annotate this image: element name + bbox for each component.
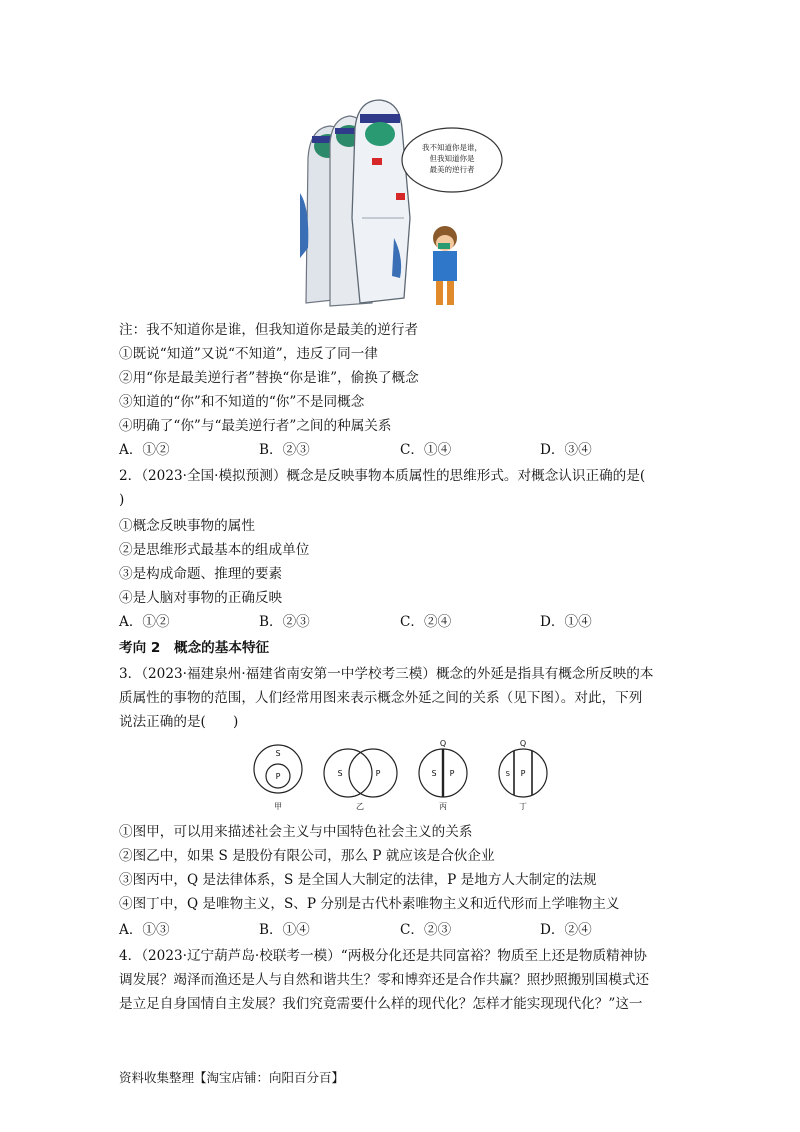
q3-option-d[interactable]: D．②④	[540, 922, 592, 938]
bubble-line-3: 最美的逆行者	[429, 165, 475, 174]
q1-item-2: ②用“你是最美逆行者”替换“你是谁”，偷换了概念	[119, 370, 419, 386]
diagram-bing-q-label: Q	[439, 739, 447, 748]
bubble-line-2: 但我知道你是	[429, 154, 475, 163]
diagram-bing-p-label: P	[449, 769, 455, 778]
q3-stem-line-2: 质属性的事物的范围，人们经常用图来表示概念外延之间的关系（见下图）。对此，下列	[119, 690, 643, 706]
diagram-yi	[324, 749, 397, 811]
q2-option-b[interactable]: B．②③	[259, 614, 310, 630]
diagram-ding-s-label: S	[505, 770, 510, 778]
q3-stem-line-1: 3．（2023·福建泉州·福建省南安第一中学校考三模）概念的外延是指具有概念所反映的本	[119, 666, 654, 682]
q1-option-a[interactable]: A．①②	[119, 442, 170, 458]
q4-stem-line-3: 是立足自身国情自主发展？我们究竟需要什么样的现代化？怎样才能实现现代化？”这一	[119, 996, 643, 1012]
q2-option-d[interactable]: D．①④	[540, 614, 592, 630]
diagram-ding-p-label: P	[520, 769, 526, 778]
concept-extension-diagrams	[248, 737, 558, 817]
q3-stem-line-3: 说法正确的是( )	[119, 714, 239, 730]
diagram-bing-label: 丙	[439, 802, 447, 811]
q4-stem-line-1: 4．（2023·辽宁葫芦岛·校联考一模）“两极分化还是共同富裕？物质至上还是物质精神协	[119, 948, 647, 964]
diagram-ding-label: 丁	[519, 802, 527, 811]
q2-item-2: ②是思维形式最基本的组成单位	[119, 542, 310, 558]
section-heading: 考向 2 概念的基本特征	[119, 640, 270, 656]
cartoon-illustration	[300, 98, 515, 310]
q1-option-d[interactable]: D．③④	[540, 442, 592, 458]
diagram-jia-p-label: P	[275, 772, 281, 781]
q4-stem-line-2: 调发展？竭泽而渔还是人与自然和谐共生？零和博弈还是合作共赢？照抄照搬别国模式还	[119, 972, 650, 988]
diagram-jia-label: 甲	[274, 802, 282, 811]
cartoon-note: 注：我不知道你是谁，但我知道你是最美的逆行者	[119, 322, 419, 338]
bubble-line-1: 我不知道你是谁，	[422, 143, 482, 152]
footer-source: 资料收集整理【淘宝店铺：向阳百分百】	[119, 1070, 345, 1085]
diagram-jia	[254, 745, 302, 811]
q2-item-1: ①概念反映事物的属性	[119, 518, 255, 534]
diagram-ding	[499, 739, 547, 811]
diagram-yi-s-label: S	[337, 769, 343, 778]
q1-option-b[interactable]: B．②③	[259, 442, 310, 458]
q2-item-4: ④是人脑对事物的正确反映	[119, 590, 283, 606]
q2-option-c[interactable]: C．②④	[400, 614, 452, 630]
q3-item-4: ④图丁中，Q 是唯物主义，S、P 分别是古代朴素唯物主义和近代形而上学唯物主义	[119, 896, 620, 912]
q2-item-3: ③是构成命题、推理的要素	[119, 566, 283, 582]
q2-stem-line-2: )	[119, 492, 125, 508]
q1-item-1: ①既说“知道”又说“不知道”，违反了同一律	[119, 346, 378, 362]
medic-figure-front	[352, 100, 410, 303]
q2-stem-line-1: 2．（2023·全国·模拟预测）概念是反映事物本质属性的思维形式。对概念认识正确的是(	[119, 468, 646, 484]
q3-option-a[interactable]: A．①③	[119, 922, 170, 938]
q3-item-2: ②图乙中，如果 S 是股份有限公司，那么 P 就应该是合伙企业	[119, 848, 495, 864]
diagram-bing-s-label: S	[431, 769, 437, 778]
diagram-ding-q-label: Q	[519, 739, 527, 748]
q1-item-4: ④明确了“你”与“最美逆行者”之间的种属关系	[119, 418, 392, 434]
q3-item-1: ①图甲，可以用来描述社会主义与中国特色社会主义的关系	[119, 824, 473, 840]
diagram-yi-p-label: P	[375, 769, 381, 778]
q3-option-b[interactable]: B．①④	[259, 922, 310, 938]
diagram-jia-s-label: S	[275, 749, 281, 758]
q1-option-c[interactable]: C．①④	[400, 442, 452, 458]
q1-item-3: ③知道的“你”和不知道的“你”不是同概念	[119, 394, 365, 410]
q3-option-c[interactable]: C．②③	[400, 922, 452, 938]
q3-item-3: ③图丙中，Q 是法律体系，S 是全国人大制定的法律，P 是地方人大制定的法规	[119, 872, 597, 888]
diagram-bing	[419, 739, 467, 811]
q2-option-a[interactable]: A．①②	[119, 614, 170, 630]
speech-bubble	[402, 128, 502, 192]
diagram-yi-label: 乙	[356, 802, 364, 811]
